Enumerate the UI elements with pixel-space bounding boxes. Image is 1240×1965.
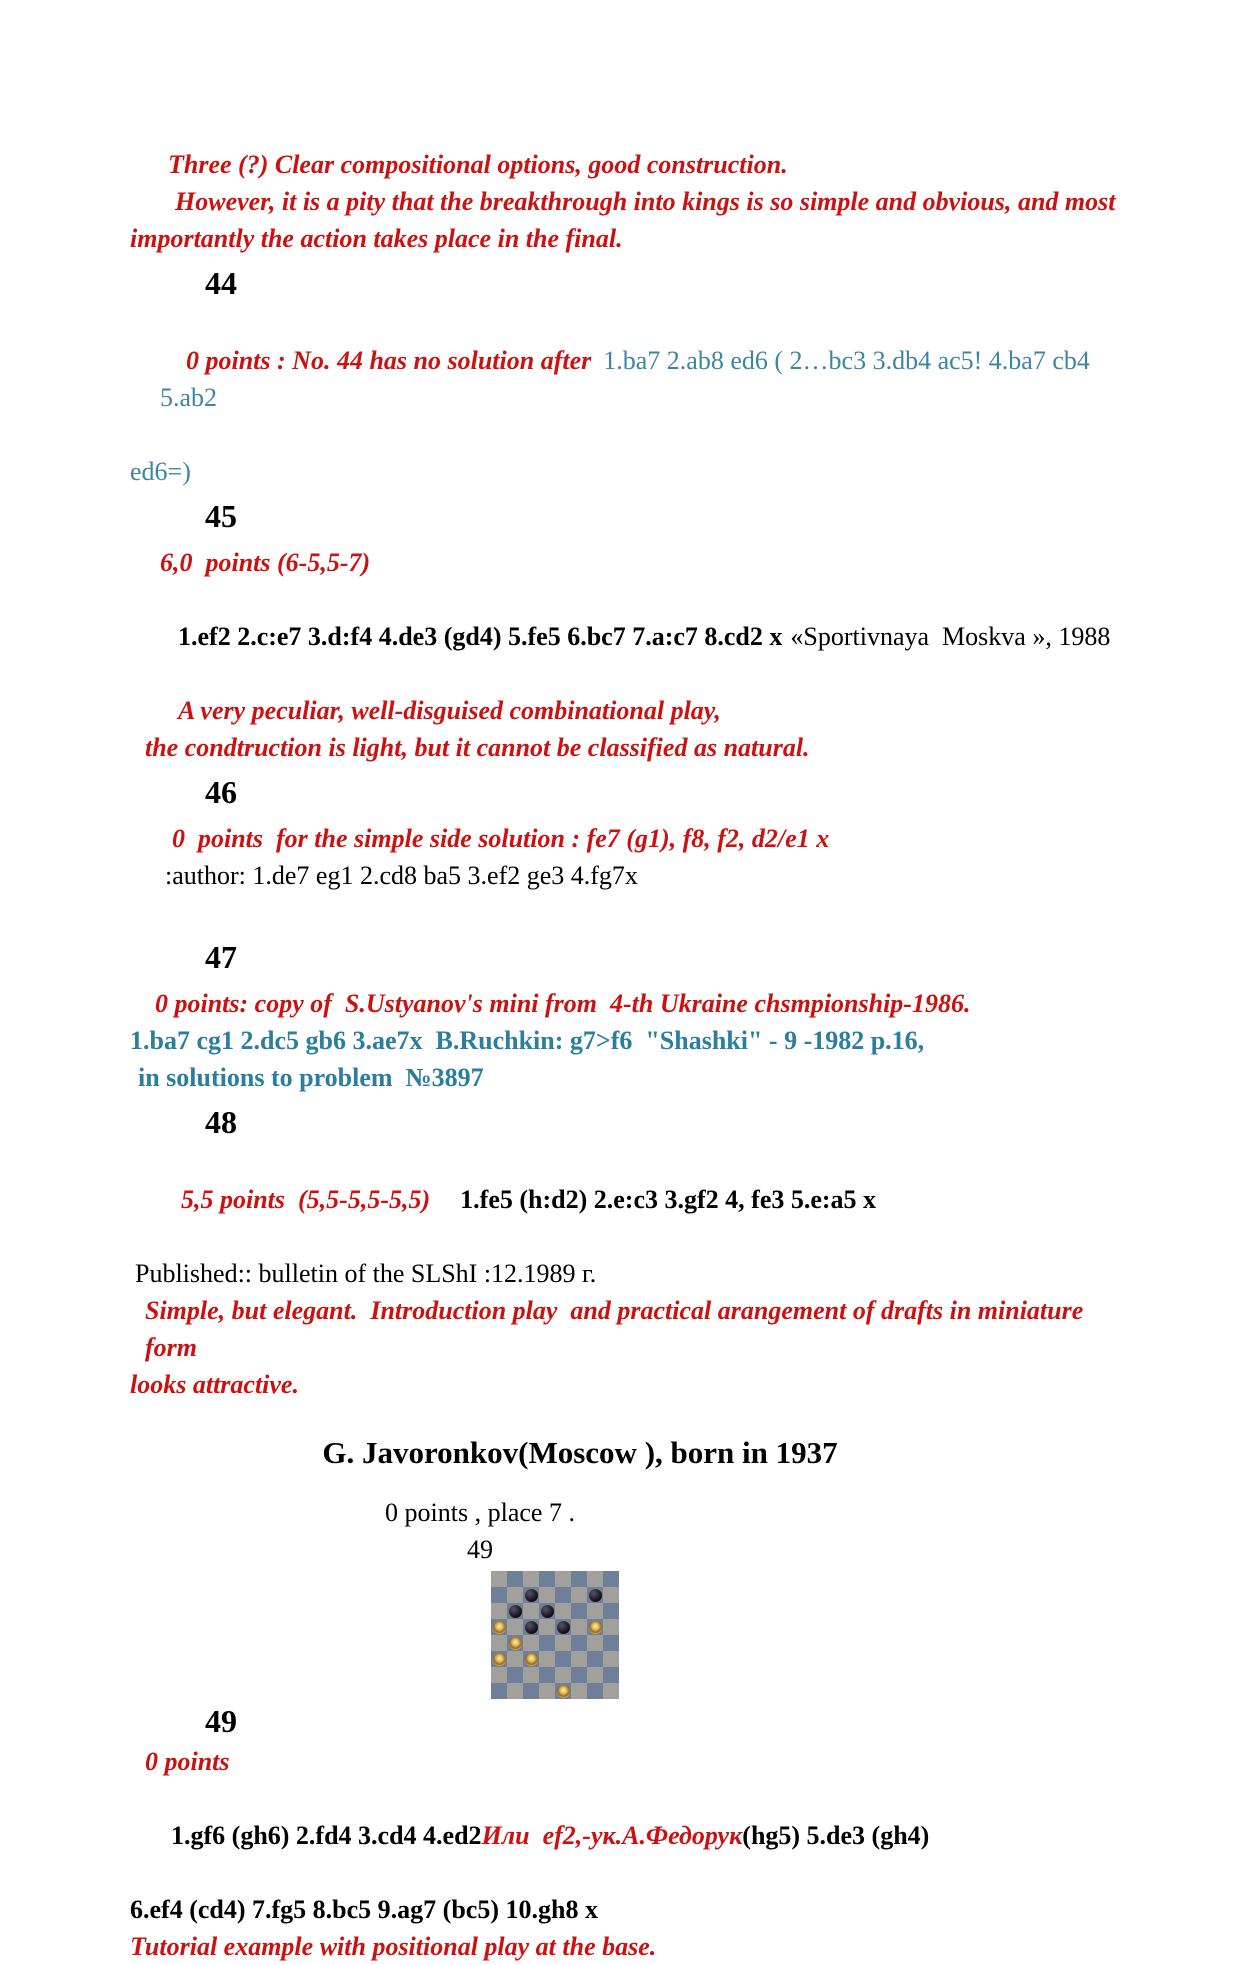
white-piece	[557, 1685, 570, 1698]
variation-note: Или еf2,-ук.А.Федорук	[481, 1821, 743, 1850]
black-piece	[589, 1589, 602, 1602]
board-square	[555, 1571, 571, 1587]
board-square	[603, 1619, 619, 1635]
board-square	[523, 1603, 539, 1619]
points-note: 5,5 points (5,5-5,5-5,5)	[181, 1185, 431, 1214]
board-square	[507, 1619, 523, 1635]
comment-line: Simple, but elegant. Introduction play and practical arangement of drafts in miniature form	[145, 1296, 1090, 1362]
reference-line: 1.ba7 cg1 2.dc5 gb6 3.ae7x B.Ruchkin: g7>f6 "Shashki" - 9 -1982 p.16,	[130, 1026, 925, 1055]
board-square	[587, 1587, 603, 1603]
board-square	[603, 1667, 619, 1683]
comment-line: A very peculiar, well-disguised combinational play,	[178, 696, 721, 725]
black-piece	[509, 1605, 522, 1618]
section-number-47: 47	[205, 939, 237, 975]
board-square	[603, 1587, 619, 1603]
comment-line: looks attractive.	[130, 1370, 299, 1399]
board-square	[587, 1667, 603, 1683]
black-piece	[541, 1605, 554, 1618]
board-square	[539, 1651, 555, 1667]
author-heading: G. Javoronkov(Moscow ), born in 1937	[322, 1435, 838, 1470]
black-piece	[557, 1621, 570, 1634]
board-square	[539, 1571, 555, 1587]
board-square	[507, 1603, 523, 1619]
board-square	[539, 1667, 555, 1683]
author-solution-line: :author: 1.de7 eg1 2.cd8 ba5 3.ef2 ge3 4.fg7x	[165, 861, 638, 890]
published-line: Published:: bulletin of the SLShI :12.1989 г.	[135, 1259, 597, 1288]
board-square	[523, 1619, 539, 1635]
board-square	[555, 1667, 571, 1683]
solution-line	[130, 1144, 1120, 1255]
board-square	[587, 1635, 603, 1651]
board-square	[491, 1667, 507, 1683]
board-square	[523, 1635, 539, 1651]
points-line: 0 points for the simple side solution : fe7 (g1), f8, f2, d2/e1 x	[172, 824, 830, 853]
section-number-48: 48	[205, 1104, 237, 1140]
board-square	[491, 1619, 507, 1635]
board-square	[603, 1603, 619, 1619]
board-square	[507, 1683, 523, 1699]
black-piece	[525, 1589, 538, 1602]
white-piece	[493, 1621, 506, 1634]
checkers-board	[491, 1571, 619, 1699]
points-line: 0 points	[145, 1747, 230, 1776]
points-line: 6,0 points (6-5,5-7)	[160, 548, 371, 577]
board-square	[523, 1587, 539, 1603]
board-square	[555, 1683, 571, 1699]
board-square	[603, 1571, 619, 1587]
moves: 1.ef2 2.c:e7 3.d:f4 4.de3 (gd4) 5.fe5 6.bc7 7.a:c7 8.cd2 x	[178, 622, 783, 651]
board-square	[491, 1571, 507, 1587]
board-square	[523, 1651, 539, 1667]
board-square	[603, 1651, 619, 1667]
black-piece	[525, 1621, 538, 1634]
board-square	[523, 1571, 539, 1587]
board-square	[587, 1571, 603, 1587]
board-square	[555, 1603, 571, 1619]
white-piece	[525, 1653, 538, 1666]
section-number-45: 45	[205, 498, 237, 534]
board-square	[507, 1571, 523, 1587]
board-square	[539, 1587, 555, 1603]
board-square	[507, 1651, 523, 1667]
board-square	[491, 1683, 507, 1699]
white-piece	[493, 1653, 506, 1666]
variation-moves-continued: ed6=)	[130, 457, 191, 486]
comment-line: importantly the action takes place in the final.	[130, 224, 623, 253]
section-number-46: 46	[205, 774, 237, 810]
board-square	[507, 1635, 523, 1651]
board-square	[491, 1651, 507, 1667]
board-square	[523, 1667, 539, 1683]
board-square	[587, 1619, 603, 1635]
board-square	[523, 1683, 539, 1699]
section-number-49: 49	[205, 1703, 237, 1739]
board-square	[571, 1571, 587, 1587]
board-square	[571, 1651, 587, 1667]
board-square	[539, 1603, 555, 1619]
comment-line: However, it is a pity that the breakthrough into kings is so simple and obvious, and most	[175, 187, 1116, 216]
board-square	[539, 1635, 555, 1651]
result-line: 0 points , place 7 .	[385, 1498, 575, 1527]
board-square	[539, 1683, 555, 1699]
board-square	[507, 1667, 523, 1683]
moves: 1.gf6 (gh6) 2.fd4 3.cd4 4.ed2	[171, 1821, 482, 1850]
moves-line	[130, 581, 1120, 692]
board-square	[555, 1651, 571, 1667]
board-square	[491, 1587, 507, 1603]
board-square	[571, 1635, 587, 1651]
board-square	[571, 1619, 587, 1635]
board-square	[555, 1587, 571, 1603]
source-reference: «Sportivnaya Moskva », 1988	[790, 622, 1111, 651]
board-square	[603, 1635, 619, 1651]
points-line: 0 points: copy of S.Ustyanov's mini from 4-th Ukraine chsmpionship-1986.	[155, 989, 971, 1018]
comment-line: the condtruction is light, but it cannot be classified as natural.	[145, 733, 810, 762]
comment-line: Three (?) Clear compositional options, good construction.	[168, 150, 788, 179]
board-square	[587, 1683, 603, 1699]
board-square	[555, 1635, 571, 1651]
board-square	[491, 1635, 507, 1651]
board-square	[571, 1667, 587, 1683]
board-square	[571, 1683, 587, 1699]
section-number-44: 44	[205, 265, 237, 301]
white-piece	[589, 1621, 602, 1634]
board-square	[587, 1603, 603, 1619]
moves: (hg5) 5.de3 (gh4)	[742, 1821, 930, 1850]
moves-line	[130, 1780, 1120, 1891]
board-square	[491, 1603, 507, 1619]
moves: 1.fe5 (h:d2) 2.e:c3 3.gf2 4, fe3 5.e:a5 x	[460, 1185, 877, 1214]
solution-line	[130, 305, 1120, 453]
board-square	[571, 1587, 587, 1603]
white-piece	[509, 1637, 522, 1650]
comment-line: Tutorial example with positional play at the base.	[130, 1932, 657, 1961]
board-square	[507, 1587, 523, 1603]
board-square	[555, 1619, 571, 1635]
board-square	[603, 1683, 619, 1699]
moves-line: 6.ef4 (cd4) 7.fg5 8.bc5 9.ag7 (bc5) 10.gh8 x	[130, 1895, 598, 1924]
points-note: 0 points : No. 44 has no solution after	[186, 346, 592, 375]
variation-moves: 1.ba7 2.ab8 ed6 ( 2…bc3 3.db4 ac5! 4.ba7 cb4 5.ab2	[160, 346, 1097, 412]
reference-line: in solutions to problem №3897	[138, 1063, 484, 1092]
board-square	[587, 1651, 603, 1667]
diagram-number: 49	[467, 1535, 493, 1564]
board-square	[571, 1603, 587, 1619]
diagram-wrapper	[130, 1571, 980, 1699]
board-square	[539, 1619, 555, 1635]
